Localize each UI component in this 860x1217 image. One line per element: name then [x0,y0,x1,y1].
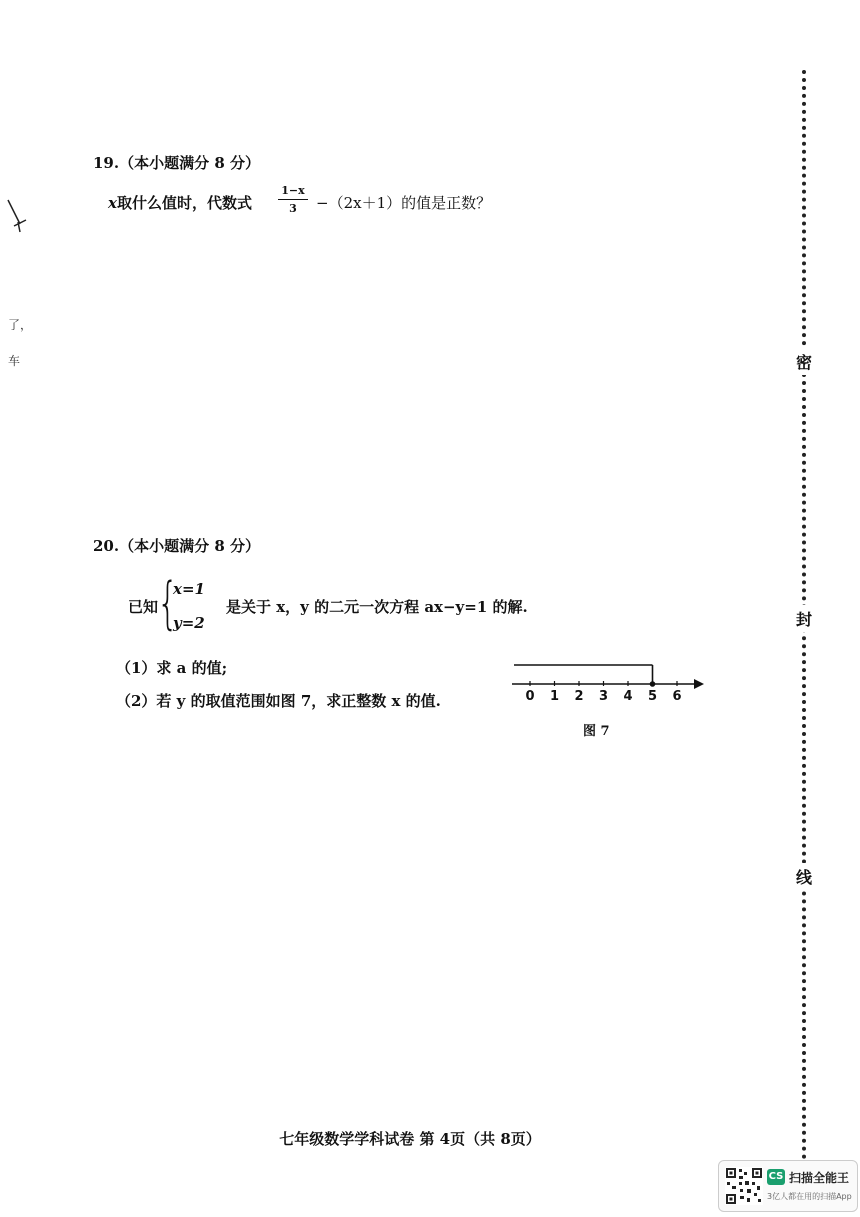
margin-pen-mark [6,196,28,236]
scanner-logo: CS [767,1169,785,1185]
qr-code-icon [725,1167,763,1205]
tick-label-3: 3 [598,689,609,704]
q19-frac-denominator: 3 [289,202,297,215]
q19-frac-numerator: 1−x [281,184,305,197]
q20-statement: 是关于 x，y 的二元一次方程 ax−y=1 的解. [226,598,528,616]
q19-title: 19.（本小题满分 8 分） [93,154,260,172]
scanner-watermark [718,1160,858,1212]
q19-text-a: 取什么值时，代数式 [116,194,252,212]
q20-part-1: （1）求 a 的值; [116,659,228,677]
q20-equation-1: x=1 [173,580,205,598]
tick-label-6: 6 [672,689,682,704]
number-line-arrow [694,679,704,689]
tick-label-5: 5 [647,689,658,704]
q19-frac-bar [278,199,308,200]
q20-part-2: （2）若 y 的取值范围如图 7，求正整数 x 的值. [116,692,441,710]
figure7-caption: 图 7 [583,724,610,739]
tick-label-1: 1 [549,689,560,704]
q20-equation-2: y=2 [173,614,205,632]
q19-fraction [278,184,308,215]
q20-title: 20.（本小题满分 8 分） [93,537,260,555]
q19-var-x: x [108,194,117,212]
q20-known-label: 已知 [128,598,159,616]
binding-char-feng: 封 [794,605,814,632]
q19-text-b: −（2x＋1）的值是正数？ [316,194,492,212]
tick-label-4: 4 [623,689,633,704]
tick-label-2: 2 [574,689,584,704]
figure7-number-line [508,655,708,705]
q20-system-brace: { [157,571,179,636]
q19-question [108,192,252,213]
binding-char-mi: 密 [794,348,814,375]
scanner-tagline: 3亿人都在用的扫描App [767,1192,852,1201]
margin-mark-2: 车 [8,354,21,368]
tick-label-0: 0 [525,689,535,704]
page-footer: 七年级数学学科试卷 第 4页（共 8页） [279,1130,541,1148]
binding-char-xian: 线 [794,863,814,890]
margin-mark-1: 了， [8,318,33,332]
scanner-app-name: 扫描全能王 [789,1171,850,1185]
